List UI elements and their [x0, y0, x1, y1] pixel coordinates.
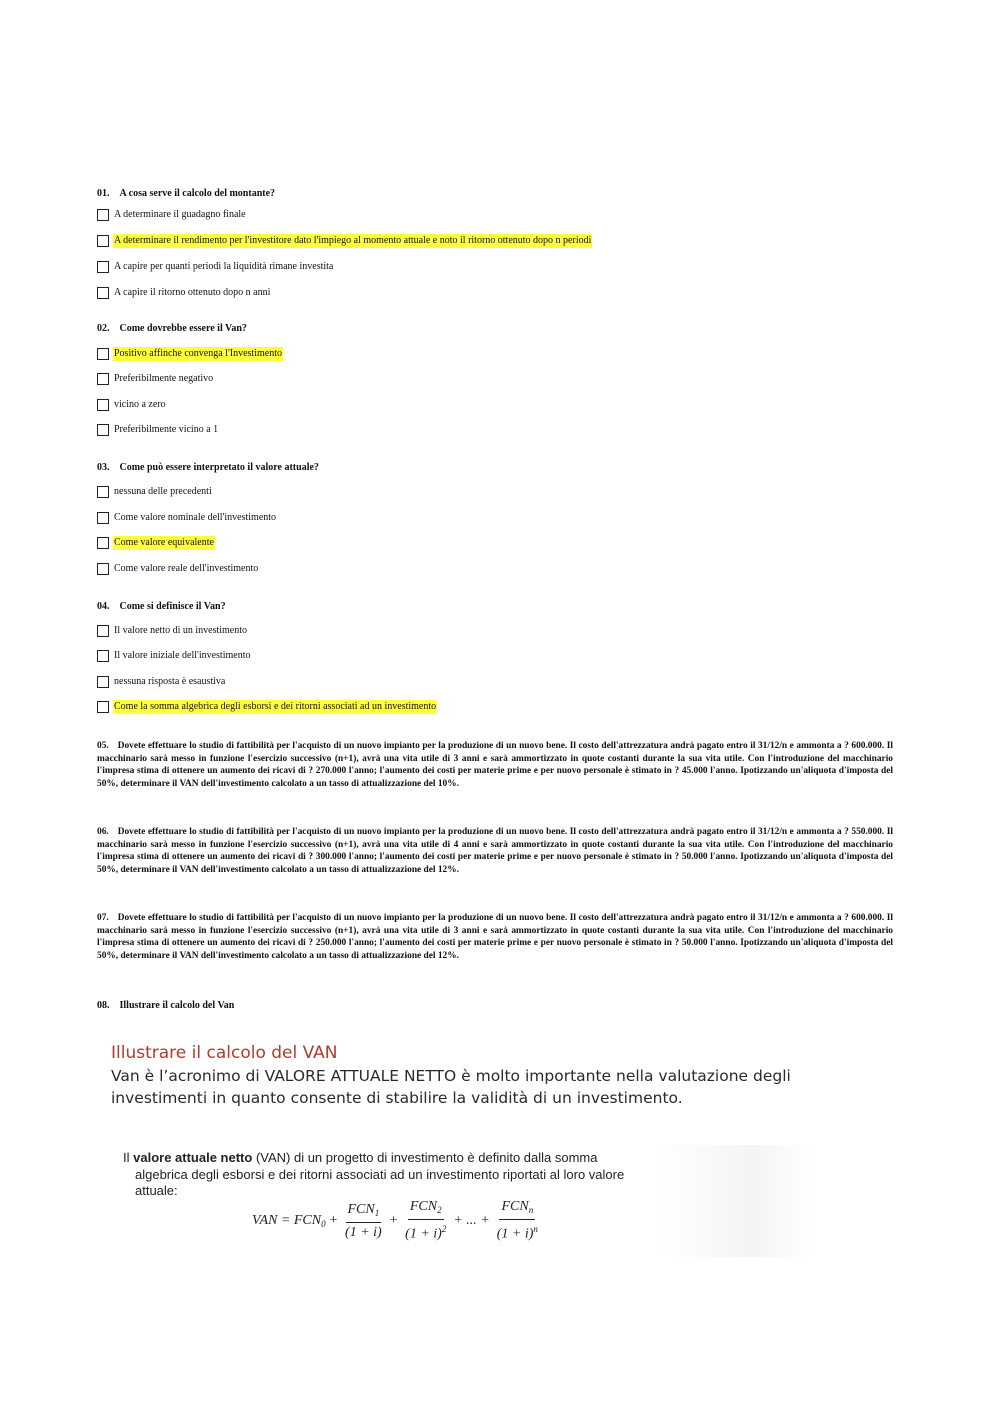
question-number: 04.	[97, 601, 110, 612]
question-number: 01.	[97, 188, 110, 199]
checkbox[interactable]	[97, 650, 109, 662]
question-text: Come si definisce il Van?	[119, 601, 226, 612]
checkbox[interactable]	[97, 512, 109, 524]
figure-watermark-shade	[657, 1145, 817, 1257]
answer-option[interactable]	[97, 423, 897, 437]
answer-option[interactable]	[97, 286, 897, 300]
figure-description: Van è l’acronimo di VALORE ATTUALE NETTO è molto importante nella valutazione degli investimenti in quanto consente di stabilire la validità di un investimento.	[111, 1067, 791, 1107]
question-08	[97, 1000, 897, 1012]
question-title	[97, 462, 897, 474]
van-formula	[252, 1197, 542, 1245]
question-05	[97, 740, 893, 790]
question-number: 07.	[97, 913, 109, 923]
formula-lhs: VAN = $FCN_0$	[252, 1213, 326, 1229]
answer-text: Positivo affinche convenga l'Investimento	[114, 348, 282, 359]
question-text: Illustrare il calcolo del Van	[119, 1000, 235, 1011]
checkbox[interactable]	[97, 676, 109, 688]
checkbox[interactable]	[97, 486, 109, 498]
formula-term-2: $\frac{FCN_2}{(1 + i)^2}$	[405, 1199, 447, 1242]
answer-text: nessuna risposta è esaustiva	[114, 676, 226, 687]
answer-text: Preferibilmente negativo	[114, 373, 214, 384]
question-01	[97, 188, 897, 298]
question-03	[97, 462, 897, 574]
answer-text: A capire il ritorno ottenuto dopo n anni	[114, 287, 271, 298]
answer-text: vicino a zero	[114, 399, 166, 410]
van-definition	[123, 1150, 673, 1200]
checkbox[interactable]	[97, 209, 109, 221]
answer-option[interactable]	[97, 372, 897, 386]
answer-option[interactable]	[97, 398, 897, 412]
question-number: 05.	[97, 741, 109, 751]
question-text: Come dovrebbe essere il Van?	[119, 323, 247, 334]
checkbox[interactable]	[97, 261, 109, 273]
definition-bold-term: valore attuale netto	[133, 1150, 253, 1165]
answer-option[interactable]	[97, 675, 897, 689]
answer-option[interactable]	[97, 511, 897, 525]
question-title	[97, 323, 897, 335]
answer-option[interactable]	[97, 649, 897, 663]
question-text: Dovete effettuare lo studio di fattibilità per l'acquisto di un nuovo impianto per la produzione di un nuovo bene. Il costo dell'attrezzatura andrà pagato entro il 31/12/n e ammonta a ? 600.000. Il macchinario sarà messo in funzione l'esercizio successivo (n+1), avrà una vita utile di 3 anni e sarà ammortizzato in quote costanti durante la sua vita utile. Con l'introduzione del macchinario l'impresa stima di ottenere un aumento dei ricavi di ? 250.000 l'anno; l'aumento dei costi per materie prime e per nuovo personale è stimato in ? 50.000 l'anno. Ipotizzando un'aliquota d'imposta del 50%, determinare il VAN dell'investimento calcolato a un tasso di attualizzazione del 12%.	[97, 913, 893, 961]
answer-text: nessuna delle precedenti	[114, 486, 212, 497]
answer-option[interactable]	[97, 624, 897, 638]
answer-text: A determinare il rendimento per l'investitore dato l'impiego al momento attuale e noto il ritorno ottenuto dopo n periodi	[114, 235, 592, 246]
formula-plus: +	[328, 1213, 339, 1228]
answer-text: Preferibilmente vicino a 1	[114, 424, 219, 435]
answer-option-highlighted[interactable]	[97, 234, 897, 248]
definition-line-1: (VAN) di un progetto di investimento è definito dalla somma	[252, 1150, 598, 1165]
question-04	[97, 601, 897, 712]
answer-option[interactable]	[97, 485, 897, 499]
answer-option-highlighted[interactable]	[97, 347, 897, 361]
checkbox[interactable]	[97, 235, 109, 247]
checkbox[interactable]	[97, 701, 109, 713]
answer-text: Il valore netto di un investimento	[114, 625, 248, 636]
answer-text: Come la somma algebrica degli esborsi e dei ritorni associati ad un investimento	[114, 701, 437, 712]
checkbox[interactable]	[97, 399, 109, 411]
figure-title: Illustrare il calcolo del VAN	[111, 1043, 338, 1063]
formula-term-1: $\frac{FCN_1}{(1 + i)}$	[345, 1201, 382, 1240]
answer-option[interactable]	[97, 208, 897, 222]
question-text: Dovete effettuare lo studio di fattibilità per l'acquisto di un nuovo impianto per la produzione di un nuovo bene. Il costo dell'attrezzatura andrà pagato entro il 31/12/n e ammonta a ? 600.000. Il macchinario sarà messo in funzione l'esercizio successivo (n+1), avrà una vita utile di 3 anni e sarà ammortizzato in quote costanti durante la sua vita utile. Con l'introduzione del macchinario l'impresa stima di ottenere un aumento dei ricavi di ? 270.000 l'anno; l'aumento dei costi per materie prime e per nuovo personale è stimato in ? 45.000 l'anno. Ipotizzando un'aliquota d'imposta del 50%, determinare il VAN dell'investimento calcolato a un tasso di attualizzazione del 10%.	[97, 741, 893, 789]
definition-line-3: attuale:	[135, 1183, 178, 1198]
answer-option[interactable]	[97, 260, 897, 274]
checkbox[interactable]	[97, 625, 109, 637]
answer-option[interactable]	[97, 562, 897, 576]
answer-text: Come valore nominale dell'investimento	[114, 512, 277, 523]
answer-text: Come valore reale dell'investimento	[114, 563, 259, 574]
question-07	[97, 912, 893, 962]
checkbox[interactable]	[97, 287, 109, 299]
question-title	[97, 1000, 897, 1012]
question-number: 08.	[97, 1000, 110, 1011]
checkbox[interactable]	[97, 424, 109, 436]
answer-option-highlighted[interactable]	[97, 536, 897, 550]
checkbox[interactable]	[97, 348, 109, 360]
embedded-answer-figure	[97, 1035, 817, 1257]
question-number: 06.	[97, 827, 109, 837]
checkbox[interactable]	[97, 373, 109, 385]
question-02	[97, 323, 897, 435]
question-title	[97, 601, 897, 613]
question-title	[97, 188, 897, 200]
answer-option-highlighted[interactable]	[97, 700, 897, 714]
question-text: A cosa serve il calcolo del montante?	[119, 188, 276, 199]
definition-prefix: Il	[123, 1150, 134, 1165]
question-number: 02.	[97, 323, 110, 334]
definition-line-2: algebrica degli esborsi e dei ritorni associati ad un investimento riportati al loro valore	[135, 1166, 625, 1182]
question-text: Dovete effettuare lo studio di fattibilità per l'acquisto di un nuovo impianto per la produzione di un nuovo bene. Il costo dell'attrezzatura andrà pagato entro il 31/12/n e ammonta a ? 550.000. Il macchinario sarà messo in funzione l'esercizio successivo (n+1), avrà una vita utile di 4 anni e sarà ammortizzato in quote costanti durante la sua vita utile. Con l'introduzione del macchinario l'impresa stima di ottenere un aumento dei ricavi di ? 300.000 l'anno; l'aumento dei costi per materie prime e per nuovo personale è stimato in ? 50.000 l'anno. Ipotizzando un'aliquota d'imposta del 50%, determinare il VAN dell'investimento calcolato a un tasso di attualizzazione del 12%.	[97, 827, 893, 875]
answer-text: Il valore iniziale dell'investimento	[114, 650, 251, 661]
formula-ellipsis: + ... +	[453, 1213, 490, 1228]
answer-text: Come valore equivalente	[114, 537, 214, 548]
checkbox[interactable]	[97, 537, 109, 549]
question-number: 03.	[97, 462, 110, 473]
question-06	[97, 826, 893, 876]
question-text: Come può essere interpretato il valore attuale?	[119, 462, 319, 473]
formula-plus: +	[388, 1213, 399, 1228]
answer-text: A determinare il guadagno finale	[114, 209, 246, 220]
formula-term-n: $\frac{FCN_n}{(1 + i)^n}$	[496, 1199, 538, 1242]
answer-text: A capire per quanti periodi la liquidità rimane investita	[114, 261, 334, 272]
checkbox[interactable]	[97, 563, 109, 575]
